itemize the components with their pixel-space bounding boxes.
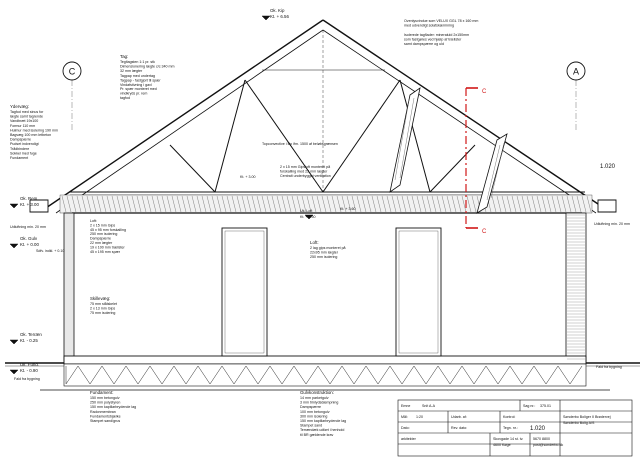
note-roofspec-line: samt dampspærre og uld [404, 42, 444, 47]
note-fundament-line: 250 mm polystyren [90, 400, 121, 405]
tb-label-maal: Mål: [401, 415, 408, 419]
note-tag-line: Vindafstivning i gavl [120, 83, 152, 87]
found-left-label: Uk. Fund. [20, 362, 40, 367]
note-loft-line: Dampspærre [90, 236, 111, 241]
note-loft-line: 45 x 195 mm spær [90, 249, 120, 254]
tb-city: 4600 Køge [493, 443, 511, 447]
tb-project: Sønderbo Boliger II Brødervej [563, 415, 611, 419]
note-gulv-title: Gulvkonstruktion: [300, 390, 334, 395]
topconvective-note: Topconvective i kip ifm. 1500 af beløbsgrænsen [262, 142, 338, 146]
grid-axis-right-label: A [572, 66, 580, 77]
tb-arkitekt: arkitekter [401, 437, 416, 441]
note-gulv-line: 300 mm isolering [300, 414, 328, 419]
tb-label-tegn: Tegn. nr.: [503, 426, 518, 430]
note-tag-line: Tagpap - fastgjort til spær [120, 78, 161, 83]
tb-phone: 5670 8800 [533, 437, 550, 441]
note-ydervaeg-line: Vandbræt 19x100 [10, 119, 39, 124]
note-loft-line: Loft: [90, 219, 97, 223]
ridge-level: Kt. + 6.56 [270, 14, 289, 19]
note-gulv-line: Terrændæk udført i henhold [300, 428, 345, 433]
note-ceilingspec-line: forskalling med 22 mm lægter [280, 169, 328, 174]
tb-label-kontrol: Kontrol: [503, 415, 516, 419]
terrain-left-label: Ok. Terræn [20, 332, 42, 337]
floor-left-level: Kt. + 0.00 [20, 242, 39, 247]
note-ydervaeg-line: Hulmur med isolering 190 mm [10, 128, 58, 133]
fire-wall: Sdfv. indkl. + 0.10 [36, 249, 65, 253]
note-middle-title: Loft: [310, 240, 319, 245]
note-fundament-title: Fundament: [90, 390, 114, 395]
note-gulv-line: 3 mm trinlydsdæmpning [300, 400, 339, 405]
note-ydervaeg-line: Fundament [10, 156, 29, 160]
found-left-level: Kt. - 0.90 [20, 368, 38, 373]
note-loft-line: 45 x 95 mm forskalling [90, 227, 126, 232]
note-loft-line: 22 mm lægter [90, 241, 113, 245]
ceiling-insulation-hatch [60, 195, 592, 213]
note-roofspec-line: Isolerede tagflader: mineraluld 2x150mm [404, 33, 470, 37]
note-fundament-line: Radonmembran [90, 409, 116, 414]
udluftning-right: Udluftning min. 20 mm [594, 222, 630, 226]
tb-value-emne: Snit A-A [422, 404, 435, 408]
note-roofspec-line: som fastgøres ved hjælp af trælister [404, 37, 462, 42]
note-tag2-line: Pr. spær monteret med [120, 87, 157, 91]
note-loft-line: 19 x 100 mm trælister [90, 245, 125, 250]
note-ydervaeg-line: Tagfod med sinus for [10, 110, 44, 114]
note-tag-line: Tagpap med undertag [120, 73, 155, 78]
note-gulv-line: Dampspærre [300, 405, 321, 410]
eave-left-level: Kt. + 3.00 [20, 202, 39, 207]
note-ceilingspec [280, 165, 331, 178]
note-tag-line: 32 mm lægter [120, 69, 143, 74]
note-skillevaeg-line: 75 mm stålskelet [90, 302, 117, 306]
grid-axis-left-label: C [68, 66, 76, 77]
tb-label-udarb: Udarb. af: [451, 415, 467, 419]
udluftning-left: Udluftning min. 20 mm [10, 225, 46, 229]
ceiling-label: Uk. Loft [300, 209, 313, 213]
note-skillevaeg-title: Skillevæg: [90, 296, 111, 301]
note-ydervaeg-title: Ydervæg: [10, 104, 30, 109]
note-tag2-line: vindkryds pr. rem [120, 91, 148, 96]
note-gulv-line: Stampet sand [300, 423, 323, 428]
eave-left-label: Ok. Rem [20, 196, 38, 201]
drawing-number: 1.020 [600, 164, 616, 170]
note-ydervaeg-line: Sokkel med fuge [10, 151, 37, 156]
note-fundament-line: Fundamentsbjælke [90, 414, 121, 419]
note-middle-line: 22x95 mm lægter [310, 250, 338, 255]
tb-label-sag: Sag nr.: [523, 404, 536, 408]
note-fundament-line: 150 mm kapillarbrydende lag [90, 405, 137, 410]
tb-value-maal: 1:20 [416, 415, 423, 419]
floor-left-label: Ok. Gulv [20, 236, 38, 241]
note-ydervaeg-line: Dampspærre [10, 137, 31, 142]
note-skillevaeg-line: 75 mm isolering [90, 311, 116, 316]
note-ceilingspec-line: 2 x 15 mm Gipsloft monteret på [280, 165, 331, 169]
note-tag-title: Tag: [120, 54, 129, 59]
note-skillevaeg-line: 2 x 13 mm Gips [90, 306, 116, 311]
tb-address: Skovgade 14 st. tv. [493, 437, 524, 441]
note-ydervaeg-line: Formur 110 mm [10, 123, 36, 128]
note-ydervaeg-line: Bagvæg 100 mm letbeton [10, 133, 52, 137]
ceiling-level: Kt. + 2.50 [300, 215, 316, 219]
fall-left: Fald fra bygning [14, 377, 40, 381]
mid-level-b: Kt. + 3.60 [340, 207, 356, 211]
tb-firm: Sønderbo Bolig A/S [563, 421, 595, 425]
note-gulv-line: 14 mm parketgulv [300, 396, 329, 400]
note-gulv-line: 100 mm betongulv [300, 409, 330, 414]
tb-label-dato: Dato: [401, 426, 410, 430]
section-marker-top: C [482, 89, 487, 95]
note-ydervaeg-line: Trådbindere [10, 146, 30, 151]
tb-value-sag: 375.01 [540, 404, 551, 408]
tb-email: post@sonderbo.dk [533, 443, 564, 447]
ridge-label: Ok. Kip [270, 8, 285, 13]
note-gulv-line: 150 mm kapillarbrydende lag [300, 419, 347, 423]
note-velux-line: med udvendigt solafskærmning [404, 23, 454, 28]
note-tag-line: Dimensionering lægte c/c 340 mm [120, 64, 175, 69]
note-ydervaeg-line: lægte samt tagrende [10, 114, 43, 119]
note-gulv-line: til BR gældende krav [300, 432, 334, 437]
note-tag2-line: tagfod [120, 96, 130, 101]
note-fundament-line: 150 mm betongulv [90, 396, 120, 400]
note-ydervaeg-line: Pudset indvendigt [10, 142, 39, 147]
mid-level-a: Kt. + 3.00 [240, 175, 256, 179]
note-loft-line: 250 mm isolering [90, 232, 118, 237]
tb-label-emne: Emne [401, 404, 411, 408]
note-fundament-line: Stampet sand/grus [90, 419, 121, 423]
note-loft-line: 2 x 15 mm Gips [90, 223, 116, 228]
section-marker-bottom: C [482, 229, 487, 235]
note-velux-line: Ovenlysvindue som VELUX GGL 78 x 160 mm [404, 19, 479, 23]
note-ceilingspec-line: Centralt underbygget ventilation [280, 174, 331, 179]
note-middle-line: 250 mm isolering [310, 255, 338, 260]
tb-value-tegn: 1.020 [530, 426, 546, 432]
fall-right: Fald fra bygning [596, 365, 622, 369]
terrain-left-level: Kt. - 0.25 [20, 338, 38, 343]
note-middle-line: 2 lag gips monteret på [310, 246, 346, 250]
tb-label-rev: Rev. dato: [451, 426, 468, 430]
note-tag-line: Tegltagsten 1:1 pr. stk [120, 60, 155, 64]
